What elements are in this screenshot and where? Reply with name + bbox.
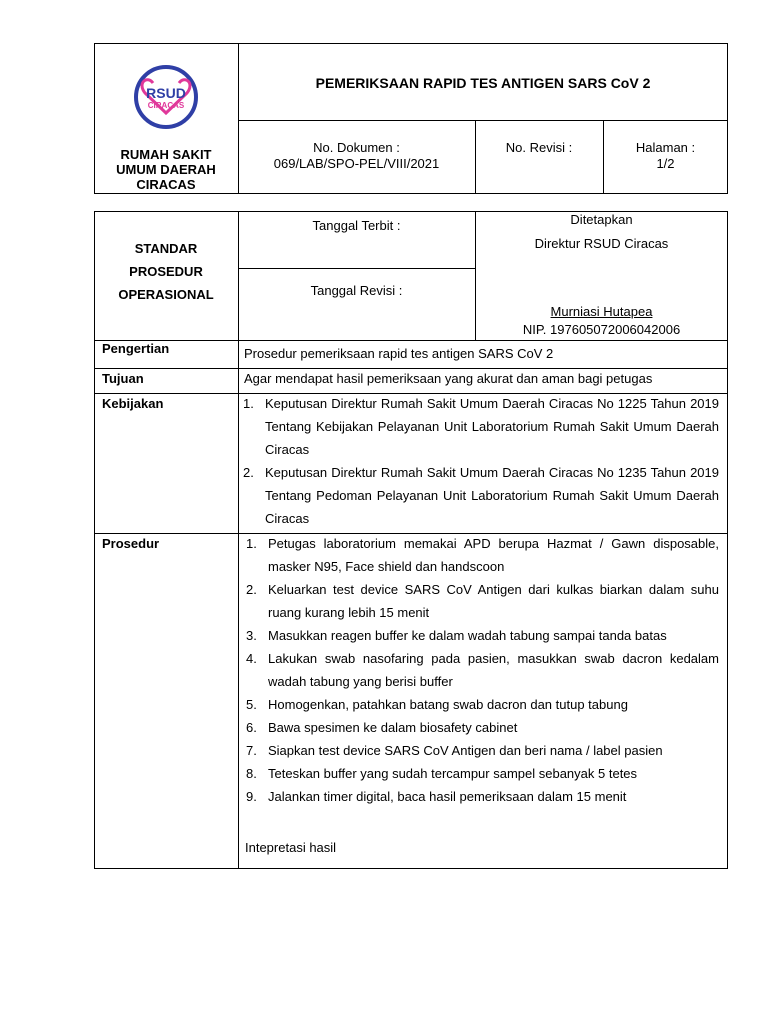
tujuan-text: Agar mendapat hasil pemeriksaan yang akurat dan aman bagi petugas — [244, 371, 653, 386]
list-item: 2. Keluarkan test device SARS CoV Antigen dari kulkas biarkan dalam suhu ruang kurang lebih 15 menit — [246, 582, 719, 620]
sop-label-3: OPERASIONAL — [118, 287, 214, 302]
issue-date-label: Tanggal Terbit : — [312, 218, 401, 233]
kebijakan-label: Kebijakan — [102, 396, 164, 411]
hospital-name-2: UMUM DAERAH — [116, 162, 216, 177]
director-title: Direktur RSUD Ciracas — [534, 236, 669, 251]
row-divider-tujuan — [94, 368, 728, 369]
list-item: 4. Lakukan swab nasofaring pada pasien, masukkan swab dacron kedalam wadah tabung yang berisi buffer — [246, 651, 719, 689]
sop-label-2: PROSEDUR — [129, 264, 203, 279]
row-divider-pengertian — [94, 340, 728, 341]
interpretation-heading: Intepretasi hasil — [245, 840, 337, 855]
logo-text-rsud: RSUD — [146, 85, 186, 101]
list-item: 5. Homogenkan, patahkan batang swab dacron dan tutup tabung — [246, 697, 628, 712]
sop-divider-v2 — [475, 211, 476, 340]
signer-nip: NIP. 197605072006042006 — [522, 322, 681, 337]
list-item: 2. Keputusan Direktur Rumah Sakit Umum Daerah Ciracas No 1235 Tahun 2019 Tentang Pedoman Pelayanan Unit Laboratorium Rumah Sakit Umum Daerah Ciracas — [243, 465, 719, 526]
page-label: Halaman : — [635, 140, 696, 155]
set-by-label: Ditetapkan — [570, 212, 633, 227]
hospital-name-1: RUMAH SAKIT — [120, 147, 212, 162]
list-item: 6. Bawa spesimen ke dalam biosafety cabinet — [246, 720, 518, 735]
document-title: PEMERIKSAAN RAPID TES ANTIGEN SARS CoV 2 — [315, 75, 651, 91]
tujuan-label: Tujuan — [102, 371, 144, 386]
list-item: 1. Petugas laboratorium memakai APD berupa Hazmat / Gawn disposable, masker N95, Face shield dan handscoon — [246, 536, 719, 574]
doc-number-value: 069/LAB/SPO-PEL/VIII/2021 — [273, 156, 440, 171]
list-item: 9. Jalankan timer digital, baca hasil pemeriksaan dalam 15 menit — [246, 789, 627, 804]
list-item: 3. Masukkan reagen buffer ke dalam wadah tabung sampai tanda batas — [246, 628, 667, 643]
hospital-logo — [131, 63, 201, 131]
pengertian-text: Prosedur pemeriksaan rapid tes antigen SARS CoV 2 — [244, 346, 554, 361]
signer-name: Murniasi Hutapea — [550, 304, 653, 319]
sop-label-1: STANDAR — [134, 241, 198, 256]
page-value: 1/2 — [656, 156, 675, 171]
prosedur-list — [246, 532, 719, 808]
hospital-name-3: CIRACAS — [136, 177, 196, 192]
kebijakan-list — [243, 392, 719, 530]
header-divider-v1 — [238, 43, 239, 194]
list-item: 7. Siapkan test device SARS CoV Antigen dan beri nama / label pasien — [246, 743, 663, 758]
list-item: 8. Teteskan buffer yang sudah tercampur sampel sebanyak 5 tetes — [246, 766, 638, 781]
header-divider-v2 — [475, 120, 476, 194]
prosedur-label: Prosedur — [102, 536, 160, 551]
doc-number-label: No. Dokumen : — [313, 140, 400, 155]
list-item: 1. Keputusan Direktur Rumah Sakit Umum Daerah Ciracas No 1225 Tahun 2019 Tentang Kebijakan Pelayanan Unit Laboratorium Rumah Sakit Umum Daerah Ciracas — [243, 396, 719, 457]
header-divider-v3 — [603, 120, 604, 194]
revision-label: No. Revisi : — [505, 140, 573, 155]
pengertian-label: Pengertian — [102, 341, 170, 356]
sop-divider-v1 — [238, 211, 239, 869]
logo-text-ciracas: CIRACAS — [147, 101, 185, 110]
sop-divider-dates — [238, 268, 475, 269]
header-divider-h — [238, 120, 728, 121]
revision-date-label: Tanggal Revisi : — [310, 283, 403, 298]
